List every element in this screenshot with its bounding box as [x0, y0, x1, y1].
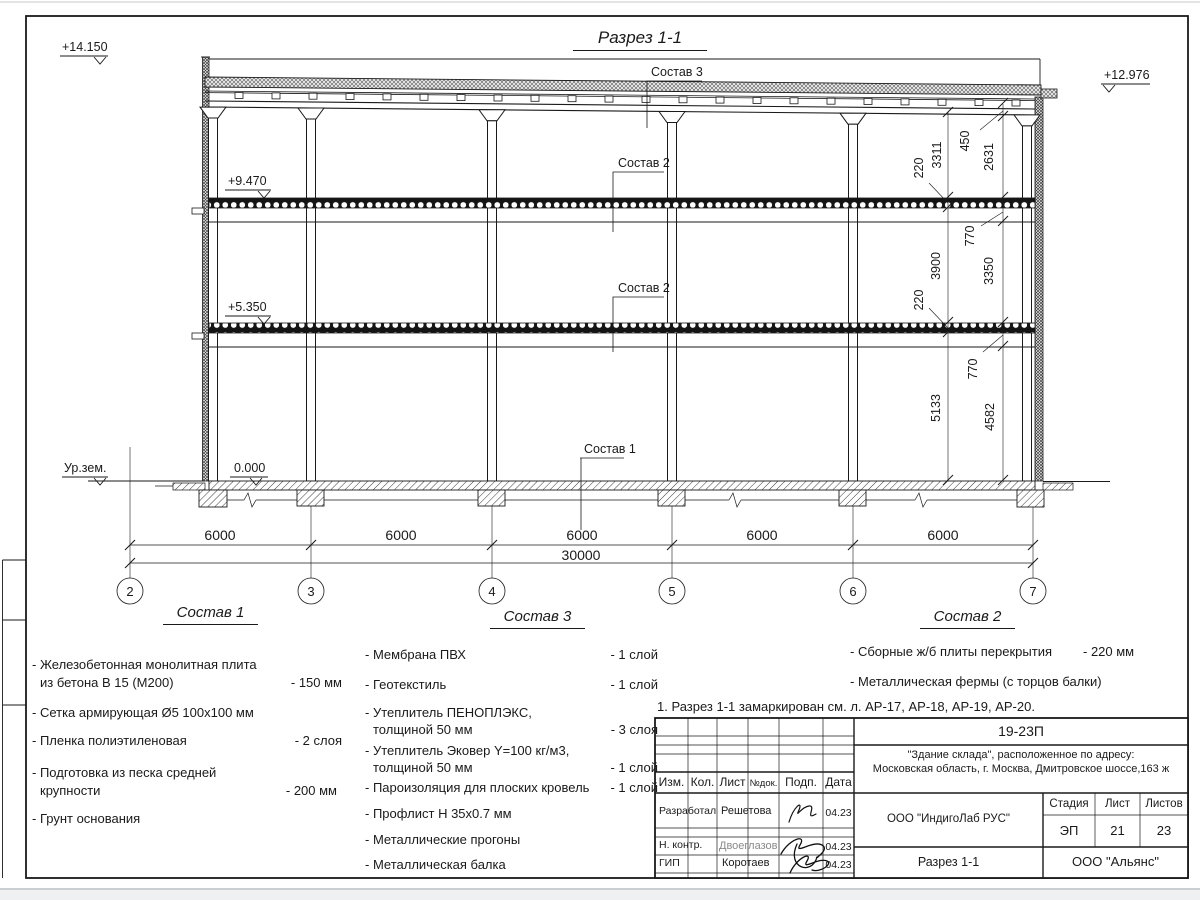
legend1-item-text: - Подготовка из песка средней: [32, 765, 217, 780]
stamp-name: Двоеглазов: [719, 840, 778, 852]
stamp-sheets-value: 23: [1156, 823, 1172, 838]
stamp-customer: ООО "Альянс": [1072, 854, 1159, 869]
stamp-date: 04.23: [825, 807, 852, 819]
legend2-title: Состав 2: [920, 609, 1015, 629]
label-sostav2-mid: Состав 2: [618, 281, 670, 295]
stamp-role: ГИП: [659, 857, 680, 869]
legend1-item-text2: крупности: [40, 783, 101, 798]
stamp-sheet-label: Лист: [1105, 798, 1130, 810]
axis-number: 4: [488, 584, 496, 599]
legend1-item-text: - Грунт основания: [32, 811, 141, 826]
stamp-name: Коротаев: [722, 857, 770, 869]
stamp-role: Разработал: [659, 805, 717, 817]
elevation-slab2: +5.350: [228, 300, 267, 314]
stamp-stage-label: Стадия: [1049, 798, 1089, 810]
legend3-item-text: - Пароизоляция для плоских кровель: [365, 780, 590, 795]
legend3-item-text: - Утеплитель Эковер Y=100 кг/м3,: [365, 743, 570, 758]
stamp-date: 04.23: [825, 859, 852, 871]
label-sostav2-top: Состав 2: [618, 156, 670, 170]
stamp-col-podp: Подп.: [785, 775, 817, 789]
dim-450: 450: [958, 130, 972, 152]
legend3-item-text: - Металлические прогоны: [365, 832, 521, 847]
bay-dim: 6000: [746, 527, 778, 543]
dim-3900: 3900: [929, 252, 943, 280]
stamp-col-data: Дата: [825, 775, 852, 789]
legend3-item-qty: - 1 слой: [610, 677, 658, 692]
stamp-role: Н. контр.: [659, 839, 703, 851]
dim-770-upper: 770: [963, 225, 977, 247]
section-title: Разрез 1-1: [573, 29, 707, 51]
legend3-item-qty: - 1 слой: [610, 760, 658, 775]
dim-3350: 3350: [982, 257, 996, 285]
legend3-item-text: - Мембрана ПВХ: [365, 647, 466, 662]
stamp-object-line2: Московская область, г. Москва, Дмитровское шоссе,163 ж: [872, 763, 1170, 775]
dim-220-upper: 220: [912, 157, 926, 179]
legend1-item-qty: - 200 мм: [285, 783, 337, 798]
bay-dim: 6000: [927, 527, 959, 543]
stamp-sheets-label: Листов: [1145, 798, 1183, 810]
legend3-item-qty: - 1 слой: [610, 647, 658, 662]
stamp-col-ndok: №док.: [749, 778, 778, 789]
dim-770-lower: 770: [966, 358, 980, 380]
legend1-item-text: - Пленка полиэтиленовая: [32, 733, 187, 748]
bay-dim: 6000: [385, 527, 417, 543]
label-sostav1: Состав 1: [584, 442, 636, 456]
legend3-item-text2: толщиной 50 мм: [373, 722, 473, 737]
legend1-item-qty: - 2 слоя: [294, 733, 342, 748]
legend1-item-text: - Железобетонная монолитная плита: [32, 657, 257, 672]
stamp-doc-number: 19-23П: [998, 723, 1044, 739]
axis-number: 3: [307, 584, 315, 599]
stamp-sheet-value: 21: [1110, 823, 1125, 838]
axis-number: 5: [668, 584, 676, 599]
legend1-item-qty: - 150 мм: [290, 675, 342, 690]
stamp-col-list: Лист: [719, 775, 746, 789]
legend3-item-text: - Профлист Н 35х0.7 мм: [365, 806, 512, 821]
stamp-object-line1: "Здание склада", расположенное по адресу:: [907, 749, 1135, 761]
legend3-item-text: - Геотекстиль: [365, 677, 447, 692]
bay-dim: 6000: [566, 527, 598, 543]
elevation-parapet: +14.150: [62, 40, 108, 54]
stamp-date: 04.23: [825, 841, 852, 853]
stamp-company: ООО "ИндигоЛаб РУС": [886, 813, 1011, 825]
axis-number: 2: [126, 584, 134, 599]
stamp-col-kol: Кол.: [690, 775, 715, 789]
total-dim: 30000: [561, 547, 601, 563]
stamp-name: Решетова: [721, 805, 772, 817]
legend3-item-text: - Металлическая балка: [365, 857, 506, 872]
dim-5133: 5133: [929, 394, 943, 422]
legend2-item-text: - Сборные ж/б плиты перекрытия: [850, 644, 1053, 659]
legend3-item-qty: - 1 слой: [610, 780, 658, 795]
dim-3311: 3311: [930, 141, 944, 169]
note-text: 1. Разрез 1-1 замаркирован см. л. АР-17, АР-18, АР-19, АР-20.: [657, 699, 1035, 714]
axis-number: 6: [849, 584, 857, 599]
legend3-item-qty: - 3 слоя: [610, 722, 658, 737]
ground-level-label: Ур.зем.: [64, 461, 107, 475]
stamp-stage-value: ЭП: [1059, 823, 1079, 838]
label-sostav3: Состав 3: [651, 65, 703, 79]
legend1-item-text2: из бетона В 15 (М200): [40, 675, 174, 690]
stamp-col-izm: Изм.: [658, 775, 685, 789]
elevation-roof-right: +12.976: [1104, 68, 1150, 82]
dim-2631: 2631: [982, 143, 996, 171]
bay-dim: 6000: [204, 527, 236, 543]
dim-4582: 4582: [983, 403, 997, 431]
elevation-floor: 0.000: [234, 461, 266, 475]
dim-220-lower: 220: [912, 289, 926, 311]
legend2-item-qty: - 220 мм: [1083, 644, 1135, 659]
legend1-title: Состав 1: [163, 605, 258, 625]
axis-number: 7: [1029, 584, 1037, 599]
legend1-item-text: - Сетка армирующая Ø5 100х100 мм: [32, 705, 254, 720]
stamp-drawing-name: Разрез 1-1: [917, 855, 980, 869]
legend3-title: Состав 3: [490, 609, 585, 629]
legend3-item-text: - Утеплитель ПЕНОПЛЭКС,: [365, 705, 532, 720]
legend3-item-text2: толщиной 50 мм: [373, 760, 473, 775]
legend2-item-text: - Металлическая фермы (с торцов балки): [850, 674, 1102, 689]
elevation-slab1: +9.470: [228, 174, 267, 188]
